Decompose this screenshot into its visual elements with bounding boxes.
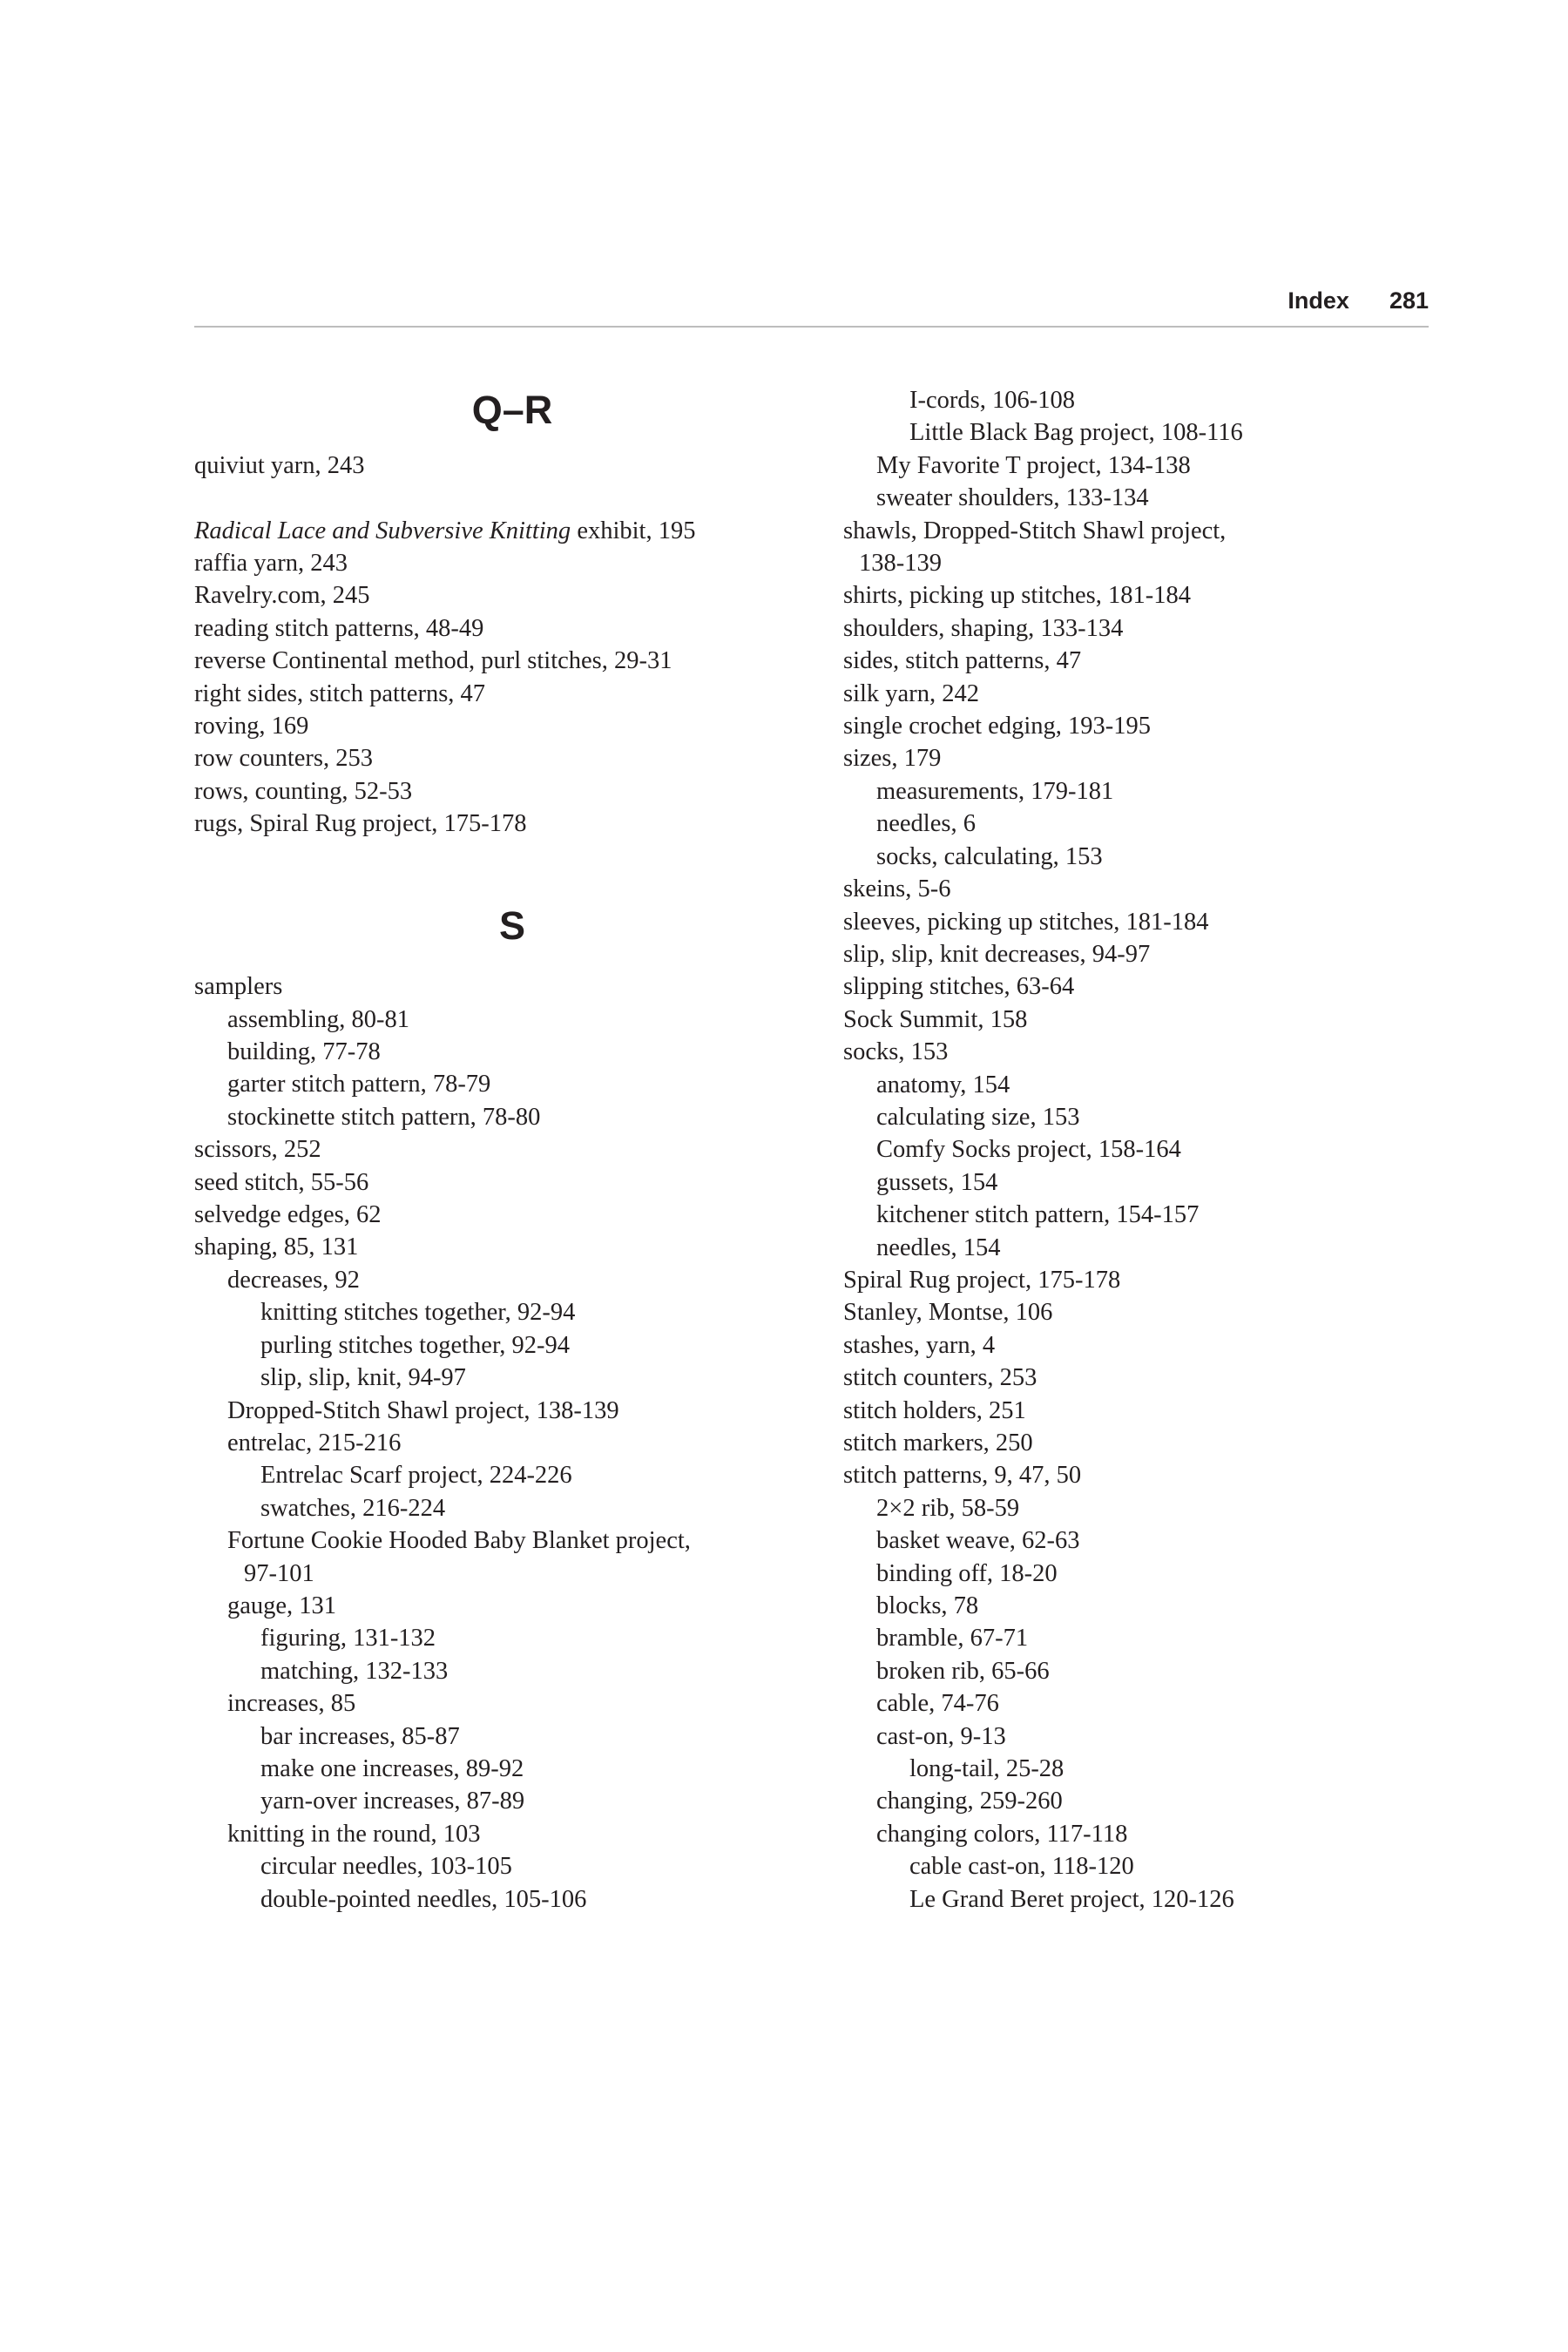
index-subentry: socks, calculating, 153: [876, 842, 1103, 870]
index-entry: rugs, Spiral Rug project, 175-178: [194, 810, 527, 838]
index-subentry: Fortune Cookie Hooded Baby Blanket project,: [227, 1527, 691, 1555]
index-subentry: increases, 85: [227, 1690, 356, 1718]
index-subentry: garter stitch pattern, 78-79: [227, 1071, 491, 1098]
index-entry: shaping, 85, 131: [194, 1233, 359, 1261]
running-header: [1288, 287, 1429, 314]
index-entry: Stanley, Montse, 106: [843, 1299, 1053, 1327]
index-subentry: entrelac, 215-216: [227, 1429, 402, 1456]
index-subsubentry: figuring, 131-132: [260, 1625, 436, 1652]
index-entry: quiviut yarn, 243: [194, 451, 365, 479]
index-subentry: gauge, 131: [227, 1592, 337, 1619]
index-subentry: binding off, 18-20: [876, 1559, 1058, 1587]
index-subsubentry: cable cast-on, 118-120: [909, 1853, 1134, 1881]
index-subentry: anatomy, 154: [876, 1071, 1010, 1098]
index-subentry: bramble, 67-71: [876, 1625, 1029, 1652]
index-subentry: changing, 259-260: [876, 1788, 1063, 1815]
index-entry: Spiral Rug project, 175-178: [843, 1266, 1121, 1294]
index-subentry: basket weave, 62-63: [876, 1527, 1080, 1555]
index-subentry: stockinette stitch pattern, 78-80: [227, 1103, 541, 1131]
index-entry: stitch patterns, 9, 47, 50: [843, 1462, 1082, 1490]
index-subsubentry: Entrelac Scarf project, 224-226: [260, 1462, 572, 1490]
index-subentry: needles, 154: [876, 1233, 1001, 1261]
index-subsubentry: long-tail, 25-28: [909, 1755, 1064, 1783]
index-subentry: 2×2 rib, 58-59: [876, 1494, 1020, 1522]
index-subsubentry: swatches, 216-224: [260, 1494, 446, 1522]
index-subsubentry: make one increases, 89-92: [260, 1754, 524, 1782]
index-entry: right sides, stitch patterns, 47: [194, 679, 486, 707]
index-entry: stitch holders, 251: [843, 1396, 1026, 1424]
index-entry: seed stitch, 55-56: [194, 1168, 369, 1196]
index-entry: roving, 169: [194, 713, 309, 740]
header-rule: [194, 326, 1429, 328]
index-subsubentry: purling stitches together, 92-94: [260, 1331, 571, 1359]
index-entry: shirts, picking up stitches, 181-184: [843, 582, 1191, 610]
section-heading-q-r: Q–R: [471, 388, 553, 432]
index-subsubentry: slip, slip, knit, 94-97: [260, 1364, 466, 1392]
index-entry-continuation: 138-139: [859, 550, 942, 578]
section-heading-s: S: [498, 903, 525, 949]
index-entry: Sock Summit, 158: [843, 1005, 1028, 1033]
entry-gap: [194, 482, 795, 514]
index-entry: reverse Continental method, purl stitches, 29-31: [194, 647, 672, 675]
index-subsubentry: I-cords, 106-108: [909, 387, 1075, 414]
index-entry: shoulders, shaping, 133-134: [843, 614, 1124, 642]
index-subentry: cast-on, 9-13: [876, 1722, 1006, 1750]
index-subentry: cable, 74-76: [876, 1690, 999, 1718]
index-entry: rows, counting, 52-53: [194, 777, 413, 805]
index-entry: Ravelry.com, 245: [194, 582, 370, 610]
left-column: [194, 384, 795, 1916]
index-subentry: blocks, 78: [876, 1592, 979, 1620]
exhibit-title: Radical Lace and Subversive Knitting: [194, 517, 571, 544]
index-subentry: calculating size, 153: [876, 1103, 1080, 1131]
index-entry: selvedge edges, 62: [194, 1201, 382, 1229]
index-subentry: broken rib, 65-66: [876, 1657, 1050, 1685]
index-entry: raffia yarn, 243: [194, 550, 348, 577]
index-entry: row counters, 253: [194, 745, 373, 773]
index-subsubentry: Little Black Bag project, 108-116: [909, 419, 1243, 447]
index-entry: [194, 515, 795, 547]
index-subentry: needles, 6: [876, 810, 976, 838]
index-entry: socks, 153: [843, 1038, 949, 1066]
index-subentry: decreases, 92: [227, 1266, 360, 1294]
index-entry: sizes, 179: [843, 745, 942, 773]
index-subentry: Dropped-Stitch Shawl project, 138-139: [227, 1396, 619, 1424]
running-header-label: Index: [1288, 287, 1349, 314]
index-subsubentry: bar increases, 85-87: [260, 1722, 460, 1750]
index-entry: silk yarn, 242: [843, 679, 979, 707]
index-entry-continuation: 97-101: [244, 1559, 314, 1587]
index-entry: sleeves, picking up stitches, 181-184: [843, 908, 1209, 936]
index-entry: stashes, yarn, 4: [843, 1331, 996, 1359]
index-subentry: kitchener stitch pattern, 154-157: [876, 1201, 1200, 1229]
index-entry: sides, stitch patterns, 47: [843, 647, 1082, 675]
index-subsubentry: Le Grand Beret project, 120-126: [909, 1885, 1234, 1913]
index-subentry: sweater shoulders, 133-134: [876, 484, 1149, 512]
index-subentry: My Favorite T project, 134-138: [876, 451, 1191, 479]
index-entry: stitch counters, 253: [843, 1364, 1037, 1392]
index-entry: slipping stitches, 63-64: [843, 973, 1075, 1001]
index-subentry: building, 77-78: [227, 1038, 381, 1066]
index-entry: shawls, Dropped-Stitch Shawl project,: [843, 517, 1227, 544]
index-subsubentry: double-pointed needles, 105-106: [260, 1885, 587, 1913]
right-column: [843, 384, 1444, 1916]
index-subentry: gussets, 154: [876, 1168, 998, 1196]
index-subentry: assembling, 80-81: [227, 1005, 409, 1033]
index-entry: reading stitch patterns, 48-49: [194, 614, 484, 642]
index-entry: scissors, 252: [194, 1136, 321, 1164]
section-gap: [194, 841, 795, 873]
entry-locator: exhibit, 195: [571, 517, 696, 544]
index-subentry: Comfy Socks project, 158-164: [876, 1136, 1181, 1164]
index-subsubentry: circular needles, 103-105: [260, 1853, 512, 1881]
page-number: 281: [1389, 287, 1429, 314]
index-entry: stitch markers, 250: [843, 1429, 1033, 1456]
index-subsubentry: knitting stitches together, 92-94: [260, 1299, 576, 1327]
index-subentry: changing colors, 117-118: [876, 1820, 1128, 1848]
index-entry: skeins, 5-6: [843, 875, 951, 903]
index-subsubentry: matching, 132-133: [260, 1657, 449, 1685]
index-subsubentry: yarn-over increases, 87-89: [260, 1788, 525, 1815]
index-entry: slip, slip, knit decreases, 94-97: [843, 940, 1151, 968]
index-entry: samplers: [194, 973, 283, 1001]
index-subentry: knitting in the round, 103: [227, 1820, 481, 1848]
index-subentry: measurements, 179-181: [876, 777, 1114, 805]
index-entry: single crochet edging, 193-195: [843, 713, 1151, 740]
